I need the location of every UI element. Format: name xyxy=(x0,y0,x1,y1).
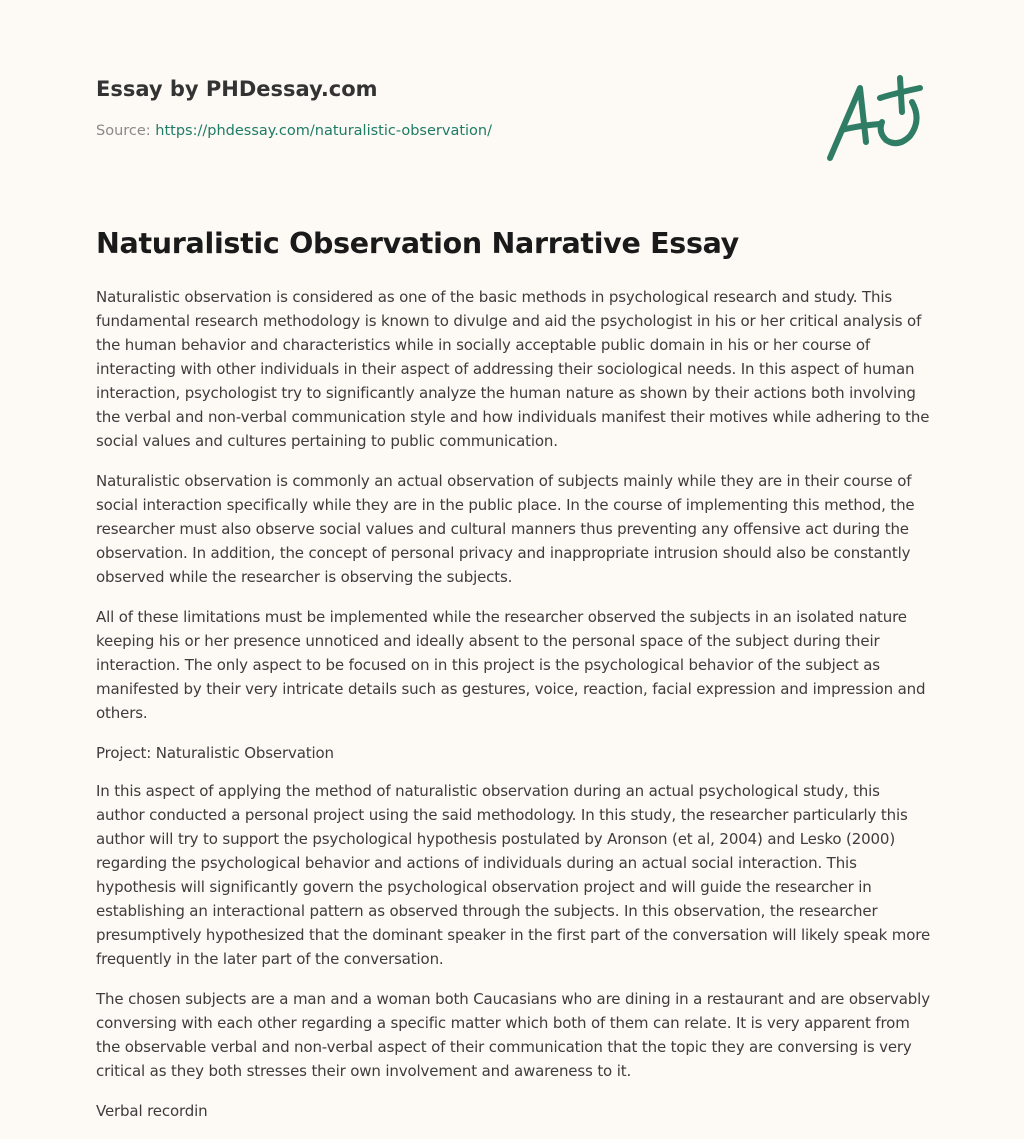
a-plus-grade-icon xyxy=(822,68,928,164)
paragraph: Naturalistic observation is commonly an actual observation of subjects mainly while they are in their course of social interaction specifically while they are in the public place. In the course of implementing this method, the researcher must also observe social values and cultural manners thus preventing any offensive act during the observation. In addition, the concept of personal privacy and inappropriate intrusion should also be constantly observed while the researcher is observing the subjects. xyxy=(96,472,915,586)
section-subheading: Project: Naturalistic Observation xyxy=(96,744,334,762)
page-header xyxy=(96,74,796,141)
article-body xyxy=(96,285,931,1139)
paragraph: The chosen subjects are a man and a woman both Caucasians who are dining in a restaurant and are observably conversing with each other regarding a specific matter which both of them can relate. It is very apparent from the observable verbal and non-verbal aspect of their communication that the topic they are conversing is very critical as they both stresses their own involvement and awareness to it. xyxy=(96,990,930,1080)
article-title: Naturalistic Observation Narrative Essay xyxy=(96,227,739,260)
truncated-paragraph: Verbal recordin xyxy=(96,1102,208,1120)
source-label: Source: xyxy=(96,123,151,139)
source-link[interactable]: https://phdessay.com/naturalistic-observation/ xyxy=(155,123,492,139)
source-line xyxy=(96,121,796,141)
paragraph: In this aspect of applying the method of naturalistic observation during an actual psychological study, this author conducted a personal project using the said methodology. In this study, the researcher particularly this author will try to support the psychological hypothesis postulated by Aronson (et al, 2004) and Lesko (2000) regarding the psychological behavior and actions of individuals during an actual social interaction. This hypothesis will significantly govern the psychological observation project and will guide the researcher in establishing an interactional pattern as observed through the subjects. In this observation, the researcher presumptively hypothesized that the dominant speaker in the first part of the conversation will likely speak more frequently in the later part of the conversation. xyxy=(96,782,931,968)
paragraph: Naturalistic observation is considered as one of the basic methods in psychological research and study. This fundamental research methodology is known to divulge and aid the psychologist in his or her critical analysis of the human behavior and characteristics while in socially acceptable public domain in his or her course of interacting with other individuals in their aspect of addressing their sociological needs. In this aspect of human interaction, psychologist try to significantly analyze the human nature as shown by their actions both involving the verbal and non-verbal communication style and how individuals manifest their motives while adhering to the social values and cultures pertaining to public communication. xyxy=(96,288,930,450)
paragraph: All of these limitations must be implemented while the researcher observed the subjects in an isolated nature keeping his or her presence unnoticed and ideally absent to the personal space of the subject during their interaction. The only aspect to be focused on in this project is the psychological behavior of the subject as manifested by their very intricate details such as gestures, voice, reaction, facial expression and impression and others. xyxy=(96,608,926,722)
site-brand: Essay by PHDessay.com xyxy=(96,77,378,101)
